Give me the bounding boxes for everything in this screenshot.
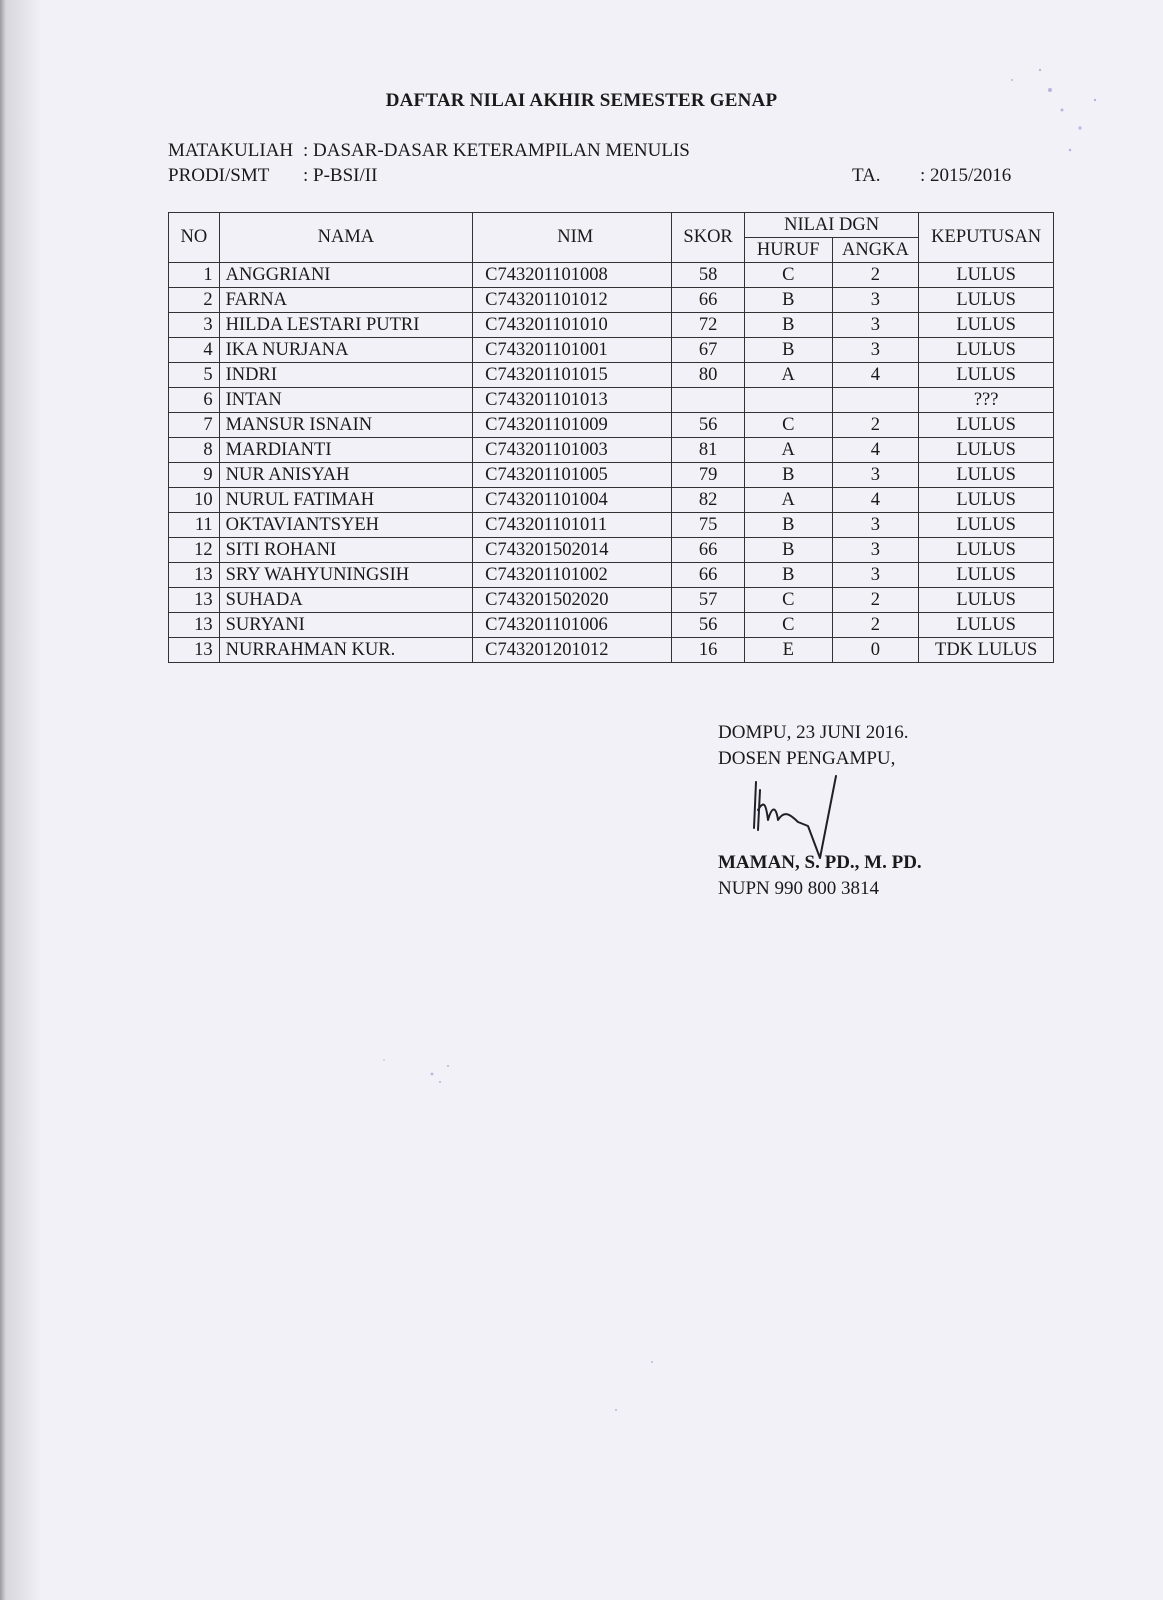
cell-skor: 72 — [672, 313, 745, 338]
cell-skor: 67 — [672, 338, 745, 363]
header-nim: NIM — [473, 213, 672, 263]
cell-angka: 3 — [832, 563, 919, 588]
cell-huruf: B — [744, 538, 832, 563]
cell-nim: C743201101009 — [473, 413, 672, 438]
cell-angka: 3 — [832, 538, 919, 563]
cell-keputusan: LULUS — [919, 313, 1054, 338]
header-keputusan: KEPUTUSAN — [919, 213, 1054, 263]
cell-nama: INTAN — [219, 388, 472, 413]
cell-keputusan: LULUS — [919, 438, 1054, 463]
cell-huruf: B — [744, 463, 832, 488]
cell-no: 8 — [169, 438, 220, 463]
cell-keputusan: LULUS — [919, 263, 1054, 288]
cell-angka: 4 — [832, 488, 919, 513]
cell-keputusan: ??? — [919, 388, 1054, 413]
cell-no: 5 — [169, 363, 220, 388]
table-body — [169, 263, 1054, 663]
header-skor: SKOR — [672, 213, 745, 263]
cell-keputusan: LULUS — [919, 463, 1054, 488]
cell-huruf: A — [744, 488, 832, 513]
cell-nama: SUHADA — [219, 588, 472, 613]
cell-no: 13 — [169, 588, 220, 613]
cell-huruf: B — [744, 288, 832, 313]
cell-skor: 66 — [672, 563, 745, 588]
cell-huruf: A — [744, 363, 832, 388]
table-row — [169, 413, 1054, 438]
cell-nim: C743201502014 — [473, 538, 672, 563]
cell-nim: C743201101012 — [473, 288, 672, 313]
cell-keputusan: LULUS — [919, 513, 1054, 538]
cell-no: 13 — [169, 613, 220, 638]
table-row — [169, 263, 1054, 288]
place-date: DOMPU, 23 JUNI 2016. — [718, 722, 909, 743]
cell-skor: 82 — [672, 488, 745, 513]
table-row — [169, 388, 1054, 413]
cell-angka: 0 — [832, 638, 919, 663]
cell-skor: 56 — [672, 413, 745, 438]
cell-keputusan: TDK LULUS — [919, 638, 1054, 663]
cell-skor: 79 — [672, 463, 745, 488]
prodi-label: PRODI/SMT — [168, 165, 270, 186]
table-row — [169, 488, 1054, 513]
matakuliah-value: : DASAR-DASAR KETERAMPILAN MENULIS — [303, 140, 690, 161]
cell-nama: SURYANI — [219, 613, 472, 638]
cell-nama: SITI ROHANI — [219, 538, 472, 563]
matakuliah-label: MATAKULIAH — [168, 140, 294, 161]
cell-nim: C743201101002 — [473, 563, 672, 588]
cell-skor: 57 — [672, 588, 745, 613]
cell-angka: 3 — [832, 338, 919, 363]
table-row — [169, 563, 1054, 588]
cell-nama: NUR ANISYAH — [219, 463, 472, 488]
cell-huruf: E — [744, 638, 832, 663]
table-row — [169, 613, 1054, 638]
cell-nim: C743201101001 — [473, 338, 672, 363]
cell-no: 6 — [169, 388, 220, 413]
cell-keputusan: LULUS — [919, 413, 1054, 438]
cell-nim: C743201101004 — [473, 488, 672, 513]
cell-huruf: A — [744, 438, 832, 463]
cell-keputusan: LULUS — [919, 338, 1054, 363]
cell-no: 13 — [169, 638, 220, 663]
cell-nama: HILDA LESTARI PUTRI — [219, 313, 472, 338]
cell-angka: 2 — [832, 613, 919, 638]
cell-keputusan: LULUS — [919, 363, 1054, 388]
table-row — [169, 513, 1054, 538]
cell-skor: 16 — [672, 638, 745, 663]
cell-angka — [832, 388, 919, 413]
cell-keputusan: LULUS — [919, 588, 1054, 613]
cell-keputusan: LULUS — [919, 563, 1054, 588]
cell-skor: 66 — [672, 538, 745, 563]
cell-skor: 81 — [672, 438, 745, 463]
table-row — [169, 463, 1054, 488]
table-row — [169, 438, 1054, 463]
cell-keputusan: LULUS — [919, 488, 1054, 513]
cell-huruf: C — [744, 263, 832, 288]
ta-line — [852, 163, 1011, 188]
cell-angka: 3 — [832, 513, 919, 538]
cell-huruf: C — [744, 613, 832, 638]
cell-no: 13 — [169, 563, 220, 588]
header-nama: NAMA — [219, 213, 472, 263]
cell-nim: C743201101003 — [473, 438, 672, 463]
cell-nama: IKA NURJANA — [219, 338, 472, 363]
cell-huruf: C — [744, 413, 832, 438]
cell-nama: MANSUR ISNAIN — [219, 413, 472, 438]
prodi-line — [168, 163, 377, 188]
cell-skor: 80 — [672, 363, 745, 388]
scan-edge-shadow — [0, 0, 40, 1600]
cell-keputusan: LULUS — [919, 613, 1054, 638]
table-row — [169, 288, 1054, 313]
cell-nim: C743201101013 — [473, 388, 672, 413]
header-no: NO — [169, 213, 220, 263]
cell-huruf: C — [744, 588, 832, 613]
matakuliah-line — [168, 138, 690, 163]
signer-name: MAMAN, S. PD., M. PD. — [718, 852, 922, 873]
header-nilai-dgn: NILAI DGN — [744, 213, 918, 238]
cell-angka: 4 — [832, 363, 919, 388]
table-row — [169, 638, 1054, 663]
cell-nim: C743201101006 — [473, 613, 672, 638]
cell-huruf: B — [744, 513, 832, 538]
cell-skor: 66 — [672, 288, 745, 313]
cell-skor: 58 — [672, 263, 745, 288]
cell-angka: 3 — [832, 463, 919, 488]
cell-no: 2 — [169, 288, 220, 313]
cell-nama: OKTAVIANTSYEH — [219, 513, 472, 538]
cell-nama: INDRI — [219, 363, 472, 388]
cell-nama: NURRAHMAN KUR. — [219, 638, 472, 663]
cell-nim: C743201502020 — [473, 588, 672, 613]
cell-huruf — [744, 388, 832, 413]
cell-skor: 56 — [672, 613, 745, 638]
cell-angka: 3 — [832, 313, 919, 338]
cell-keputusan: LULUS — [919, 288, 1054, 313]
cell-no: 12 — [169, 538, 220, 563]
ta-value: : 2015/2016 — [920, 165, 1012, 186]
cell-angka: 2 — [832, 263, 919, 288]
cell-no: 7 — [169, 413, 220, 438]
table-row — [169, 538, 1054, 563]
cell-nim: C743201101005 — [473, 463, 672, 488]
cell-no: 11 — [169, 513, 220, 538]
cell-no: 10 — [169, 488, 220, 513]
cell-nim: C743201101010 — [473, 313, 672, 338]
prodi-value: : P-BSI/II — [303, 165, 378, 186]
table-row — [169, 363, 1054, 388]
cell-nama: ANGGRIANI — [219, 263, 472, 288]
cell-nama: SRY WAHYUNINGSIH — [219, 563, 472, 588]
cell-keputusan: LULUS — [919, 538, 1054, 563]
cell-nim: C743201101015 — [473, 363, 672, 388]
cell-nim: C743201101008 — [473, 263, 672, 288]
cell-skor: 75 — [672, 513, 745, 538]
cell-huruf: B — [744, 338, 832, 363]
ta-label: TA. — [852, 165, 881, 186]
cell-angka: 2 — [832, 413, 919, 438]
cell-nim: C743201201012 — [473, 638, 672, 663]
cell-angka: 2 — [832, 588, 919, 613]
cell-angka: 3 — [832, 288, 919, 313]
cell-no: 3 — [169, 313, 220, 338]
cell-no: 9 — [169, 463, 220, 488]
cell-no: 4 — [169, 338, 220, 363]
cell-no: 1 — [169, 263, 220, 288]
table-row — [169, 313, 1054, 338]
cell-nama: MARDIANTI — [219, 438, 472, 463]
table-header-row — [169, 213, 1054, 238]
cell-huruf: B — [744, 563, 832, 588]
table-row — [169, 588, 1054, 613]
header-angka: ANGKA — [832, 238, 919, 263]
cell-nama: NURUL FATIMAH — [219, 488, 472, 513]
cell-huruf: B — [744, 313, 832, 338]
signer-id: NUPN 990 800 3814 — [718, 878, 879, 899]
handwritten-signature — [748, 770, 858, 860]
document-title: DAFTAR NILAI AKHIR SEMESTER GENAP — [385, 90, 778, 111]
grades-table — [168, 212, 1054, 663]
signer-role: DOSEN PENGAMPU, — [718, 748, 896, 769]
cell-nama: FARNA — [219, 288, 472, 313]
cell-angka: 4 — [832, 438, 919, 463]
header-huruf: HURUF — [744, 238, 832, 263]
cell-nim: C743201101011 — [473, 513, 672, 538]
table-row — [169, 338, 1054, 363]
cell-skor — [672, 388, 745, 413]
